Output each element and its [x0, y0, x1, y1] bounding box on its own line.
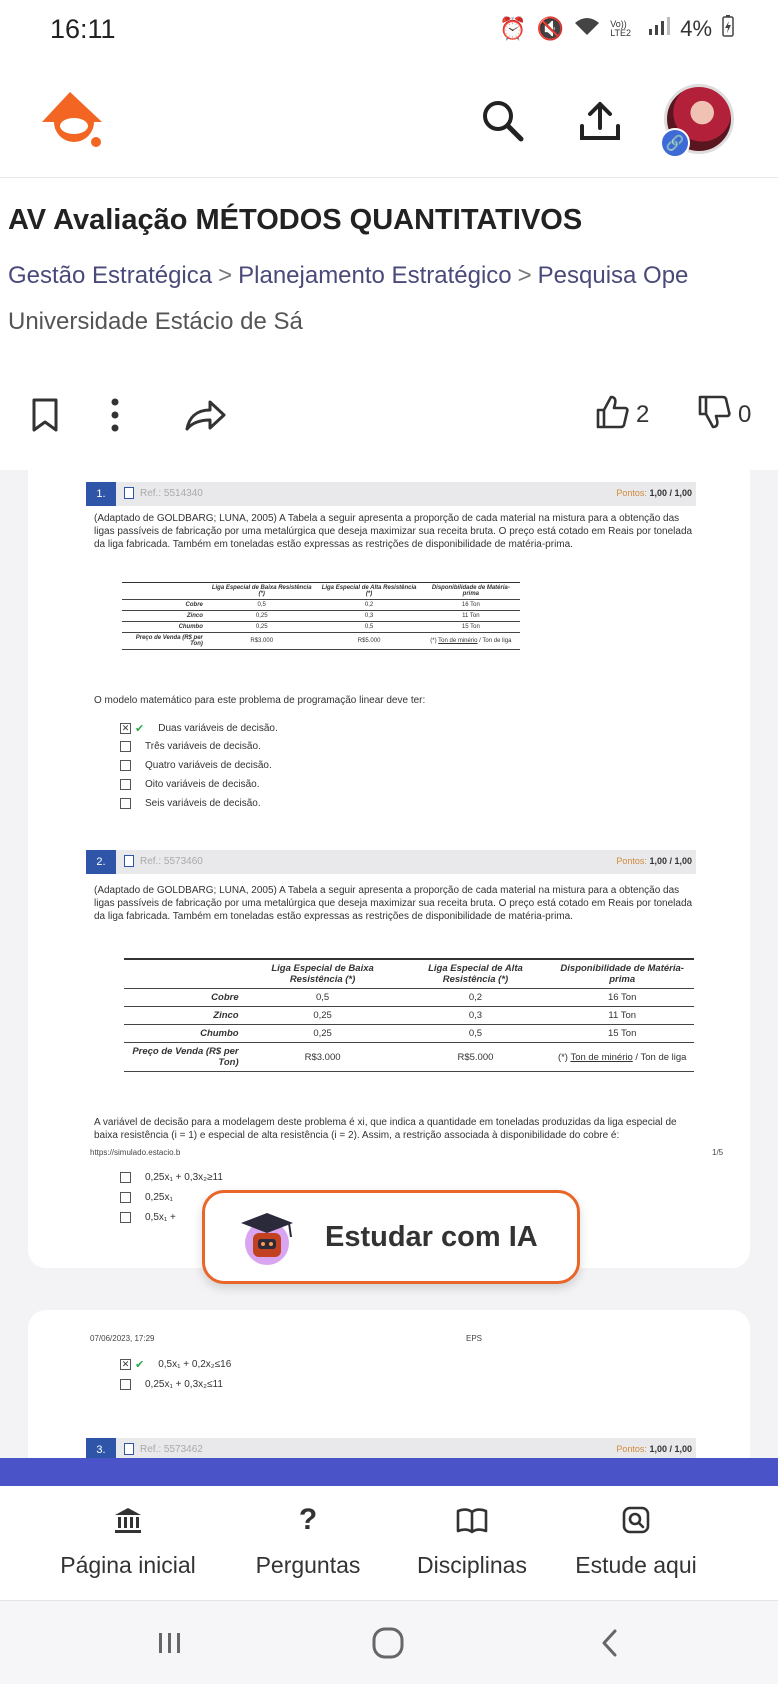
more-options-icon[interactable] — [110, 390, 120, 440]
status-time: 16:11 — [50, 13, 116, 44]
question-ref: Ref.: 5573462 — [140, 1443, 203, 1455]
checkbox-icon — [120, 760, 131, 771]
robot-graduate-icon — [233, 1207, 301, 1267]
document-icon — [124, 1443, 134, 1455]
book-icon — [382, 1500, 562, 1540]
battery-level: 4% — [680, 16, 712, 41]
breadcrumb-separator: > — [517, 262, 532, 289]
nav-subjects[interactable] — [382, 1500, 562, 1579]
question-points: Pontos: 1,00 / 1,00 — [616, 856, 692, 866]
nav-study-here[interactable] — [546, 1500, 726, 1579]
network-label: Vo)) LTE2 — [610, 19, 632, 38]
checkbox-icon — [120, 1172, 131, 1183]
question-text: (Adaptado de GOLDBARG; LUNA, 2005) A Tabela a seguir apresenta a proporção de cada material na mistura para a obtenção das ligas passíveis de fabricação por uma metalúrgica que deseja maximizar sua receita bruta. O preço está cotado em Reais por tonelada da liga fabricada. Também em toneladas estão expressas as restrições de disponibilidade de matéria-prima. — [94, 513, 693, 550]
checked-box-icon: ✕ — [121, 723, 130, 733]
system-navigation-bar — [0, 1600, 778, 1684]
breadcrumb-item-pesquisa[interactable]: Pesquisa Ope — [537, 262, 689, 289]
bottom-navigation — [0, 1486, 778, 1596]
home-icon[interactable] — [366, 1621, 410, 1665]
correct-check-icon: ✔ — [135, 1359, 145, 1371]
breadcrumb — [8, 262, 778, 290]
nav-label: Disciplinas — [417, 1552, 527, 1578]
page-header-center: EPS — [466, 1334, 483, 1343]
mute-icon: 🔇 — [536, 16, 565, 41]
breadcrumb-separator: > — [218, 262, 233, 289]
checkbox-icon — [120, 798, 131, 809]
answer-option[interactable]: ✕ ✔ Duas variáveis de decisão. — [121, 723, 278, 735]
signal-icon — [648, 16, 670, 42]
document-icon — [124, 487, 134, 499]
page-date: 07/06/2023, 17:29 — [90, 1334, 155, 1343]
nav-label: Estude aqui — [575, 1552, 697, 1578]
study-with-ai-button[interactable] — [202, 1190, 580, 1284]
answer-option[interactable]: 0,25x₁ + 0,3x₂≤11 — [120, 1379, 223, 1390]
like-button[interactable] — [594, 390, 649, 440]
search-doc-icon — [546, 1500, 726, 1540]
answer-option[interactable]: Seis variáveis de decisão. — [120, 798, 261, 809]
breadcrumb-item-planejamento[interactable]: Planejamento Estratégico — [238, 262, 512, 289]
status-icons — [499, 15, 734, 43]
share-icon[interactable] — [184, 390, 228, 440]
app-header — [0, 62, 778, 178]
university-link[interactable]: Universidade Estácio de Sá — [8, 308, 303, 335]
nav-questions[interactable] — [218, 1500, 398, 1579]
battery-icon — [722, 15, 734, 43]
search-icon[interactable] — [474, 92, 530, 148]
back-icon[interactable] — [590, 1621, 630, 1665]
breadcrumb-item-gestao[interactable]: Gestão Estratégica — [8, 262, 213, 289]
answer-option[interactable]: ✕ ✔ 0,5x₁ + 0,2x₂≤16 — [121, 1359, 232, 1371]
question-prompt: A variável de decisão para a modelagem deste problema é xi, que indica a quantidade em toneladas produzidas da liga especial de baixa resistência (i = 1) e especial de alta resistência (i = 2). Assim, a restrição associada à disponibilidade do cobre é: — [94, 1117, 677, 1141]
page-footer-url[interactable]: https://simulado.estacio.b — [90, 1148, 181, 1157]
question-text: (Adaptado de GOLDBARG; LUNA, 2005) A Tabela a seguir apresenta a proporção de cada material na mistura para a obtenção das ligas passíveis de fabricação por uma metalúrgica que deseja maximizar sua receita bruta. O preço está cotado em Reais por tonelada da liga fabricada. Também em toneladas estão expressas as restrições de disponibilidade de matéria-prima. — [94, 885, 693, 922]
answer-option[interactable]: Quatro variáveis de decisão. — [120, 760, 272, 771]
answer-option[interactable]: 0,25x₁ + 0,3x₂≥11 — [120, 1172, 223, 1183]
nav-home[interactable] — [38, 1500, 218, 1579]
question-points: Pontos: 1,00 / 1,00 — [616, 1444, 692, 1454]
upload-icon[interactable] — [572, 92, 628, 148]
bank-icon — [38, 1500, 218, 1540]
question-number: 1. — [86, 482, 116, 506]
scroll-indicator-strip — [0, 1458, 778, 1486]
document-title: AV Avaliação MÉTODOS QUANTITATIVOS — [8, 204, 583, 236]
wifi-icon — [574, 16, 600, 42]
question-number: 2. — [86, 850, 116, 874]
checkbox-icon — [120, 779, 131, 790]
answer-option[interactable]: Oito variáveis de decisão. — [120, 779, 260, 790]
question-header — [86, 482, 696, 506]
study-with-ai-label: Estudar com IA — [325, 1220, 538, 1253]
dislike-button[interactable] — [696, 390, 751, 440]
dislike-count: 0 — [738, 401, 752, 428]
checkbox-icon — [120, 1379, 131, 1390]
action-row — [0, 390, 778, 450]
materials-table: Liga Especial de Baixa Resistência (*) Liga Especial de Alta Resistência (*) Disponibilidade de Matéria-prima Cobre 0,5 0,2 16 Ton Zinco 0,25 0,3 11 Ton Chumbo 0,25 0,5 15 Ton Preço de Venda (R$ per Ton) R$3.000 R$5.000 (*) Ton de minério / Ton de liga — [124, 958, 694, 1072]
like-count: 2 — [636, 401, 650, 428]
materials-table: Liga Especial de Baixa Resistência (*) Liga Especial de Alta Resistência (*) Disponibilidade de Matéria-prima Cobre 0,5 0,2 16 Ton Zinco 0,25 0,3 11 Ton Chumbo 0,25 0,5 15 Ton Preço de Venda (R$ per Ton) R$3.000 R$5.000 (*) Ton de minério / Ton de liga — [122, 582, 520, 650]
brand-logo-icon[interactable] — [40, 90, 110, 152]
answer-option[interactable]: 0,25x₁ — [120, 1192, 173, 1203]
nav-label: Perguntas — [255, 1552, 361, 1578]
thumbs-down-icon — [696, 394, 732, 437]
bookmark-icon[interactable] — [30, 390, 60, 440]
question-ref: Ref.: 5573460 — [140, 855, 203, 867]
checkbox-icon — [120, 1192, 131, 1203]
nav-label: Página inicial — [60, 1552, 196, 1578]
page-number: 1/5 — [712, 1148, 724, 1157]
alarm-icon: ⏰ — [499, 16, 527, 41]
checked-box-icon: ✕ — [121, 1359, 130, 1369]
thumbs-up-icon — [594, 394, 630, 437]
link-badge-icon: 🔗 — [660, 128, 690, 158]
question-points: Pontos: 1,00 / 1,00 — [616, 488, 692, 498]
checkbox-icon — [120, 1212, 131, 1223]
document-icon — [124, 855, 134, 867]
question-number: 3. — [86, 1438, 116, 1462]
question-icon: ? — [298, 1503, 318, 1536]
recent-apps-icon[interactable] — [150, 1621, 190, 1665]
answer-option[interactable]: 0,5x₁ + — [120, 1212, 176, 1223]
question-header — [86, 850, 696, 874]
question-prompt: O modelo matemático para este problema de programação linear deve ter: — [94, 695, 426, 706]
question-ref: Ref.: 5514340 — [140, 487, 203, 499]
correct-check-icon: ✔ — [135, 723, 145, 735]
answer-option[interactable]: Três variáveis de decisão. — [120, 741, 261, 752]
status-bar — [0, 0, 778, 58]
checkbox-icon — [120, 741, 131, 752]
